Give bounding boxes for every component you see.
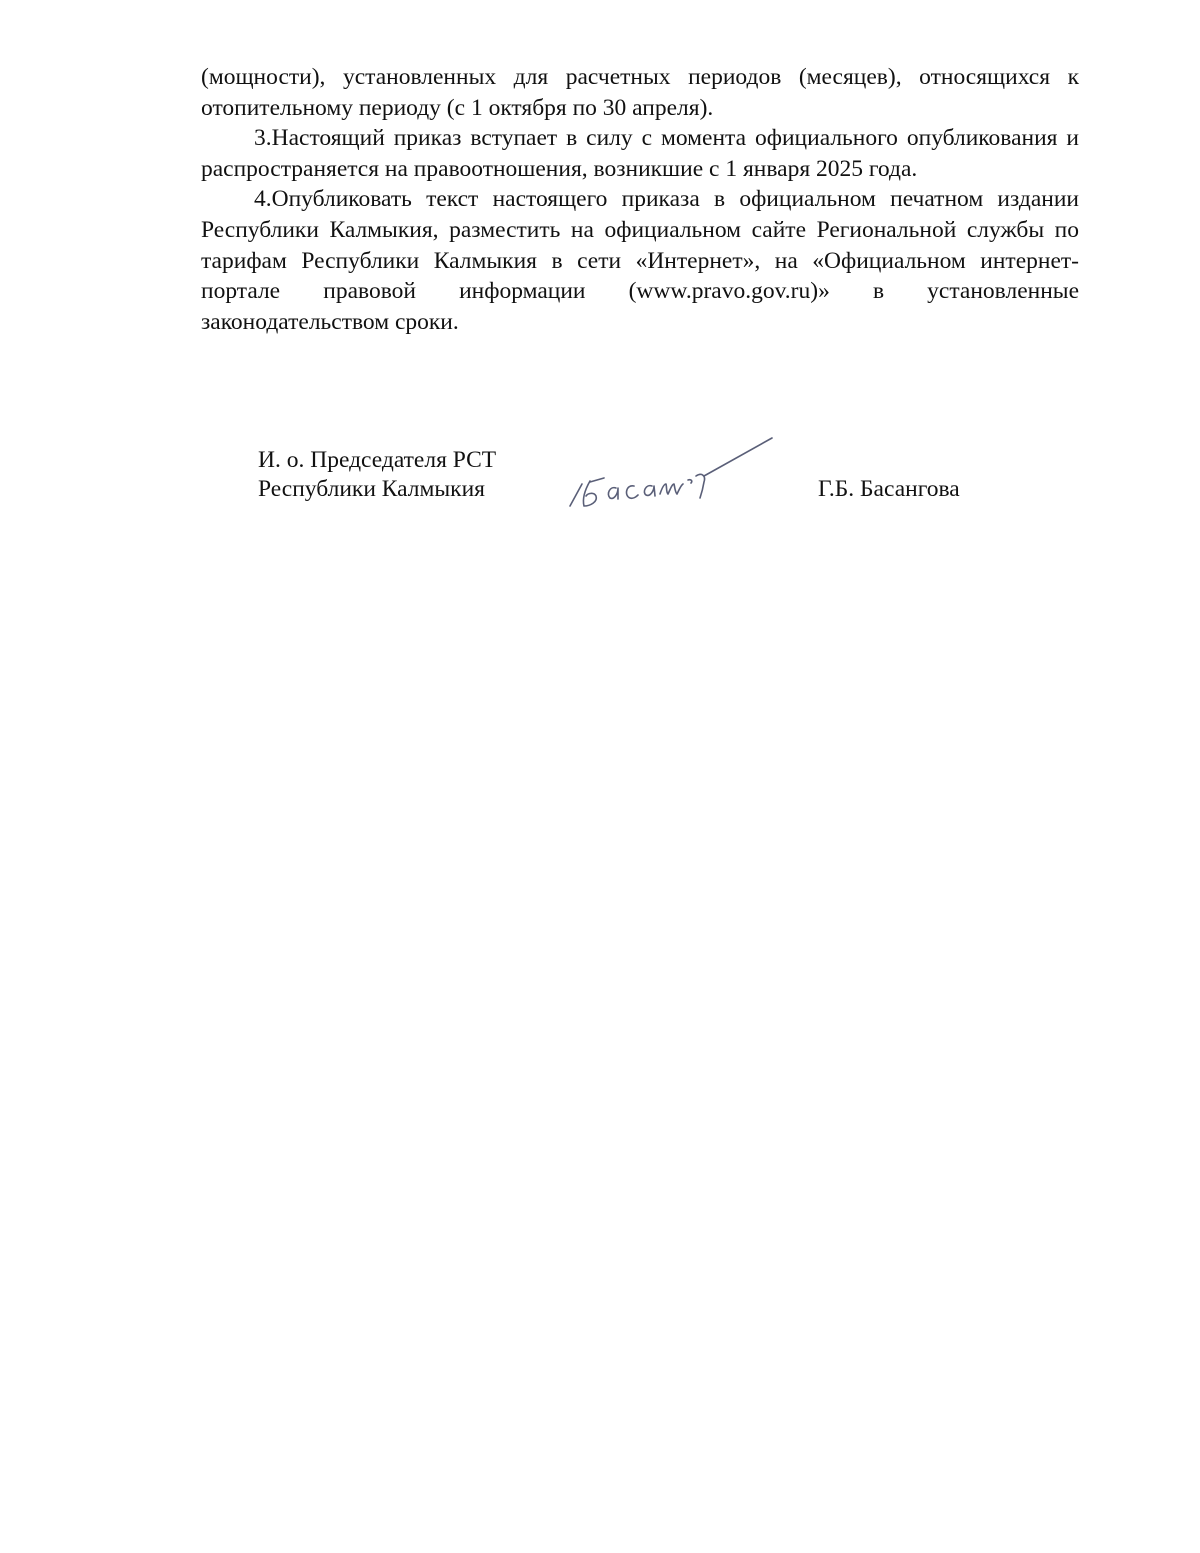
signatory-position-line-1: И. о. Председателя РСТ <box>258 447 497 473</box>
paragraph-4: 4.Опубликовать текст настоящего приказа в официальном печатном издании Республики Калмыкия, разместить на официальном сайте Региональной службы по тарифам Республики Калмыкия в сети «Интернет», на «Официальном интернет-портале правовой информации (www.pravo.gov.ru)» в установленные законодательством сроки. <box>201 186 1079 335</box>
paragraph-continuation: (мощности), установленных для расчетных периодов (месяцев), относящихся к отопительному периоду (с 1 октября по 30 апреля). <box>201 64 1079 121</box>
signature-stroke <box>696 474 705 498</box>
signature-stroke <box>704 438 772 476</box>
signature-stroke <box>627 486 638 498</box>
signatory-position <box>258 446 548 504</box>
paragraph-3: 3.Настоящий приказ вступает в силу с момента официального опубликования и распространяется на правоотношения, возникшие с 1 января 2025 года. <box>201 125 1079 182</box>
signature-block <box>258 446 1018 526</box>
signature-stroke <box>644 486 655 496</box>
signature-stroke <box>583 481 596 506</box>
signature-stroke <box>590 478 604 482</box>
signatory-name: Г.Б. Басангова <box>818 476 960 502</box>
signatory-position-line-2: Республики Калмыкия <box>258 476 485 502</box>
handwritten-signature <box>560 436 780 516</box>
signature-stroke <box>608 488 618 499</box>
signature-stroke <box>660 484 683 494</box>
signature-stroke <box>570 484 582 506</box>
document-body <box>201 62 1079 337</box>
signature-stroke <box>688 480 692 483</box>
